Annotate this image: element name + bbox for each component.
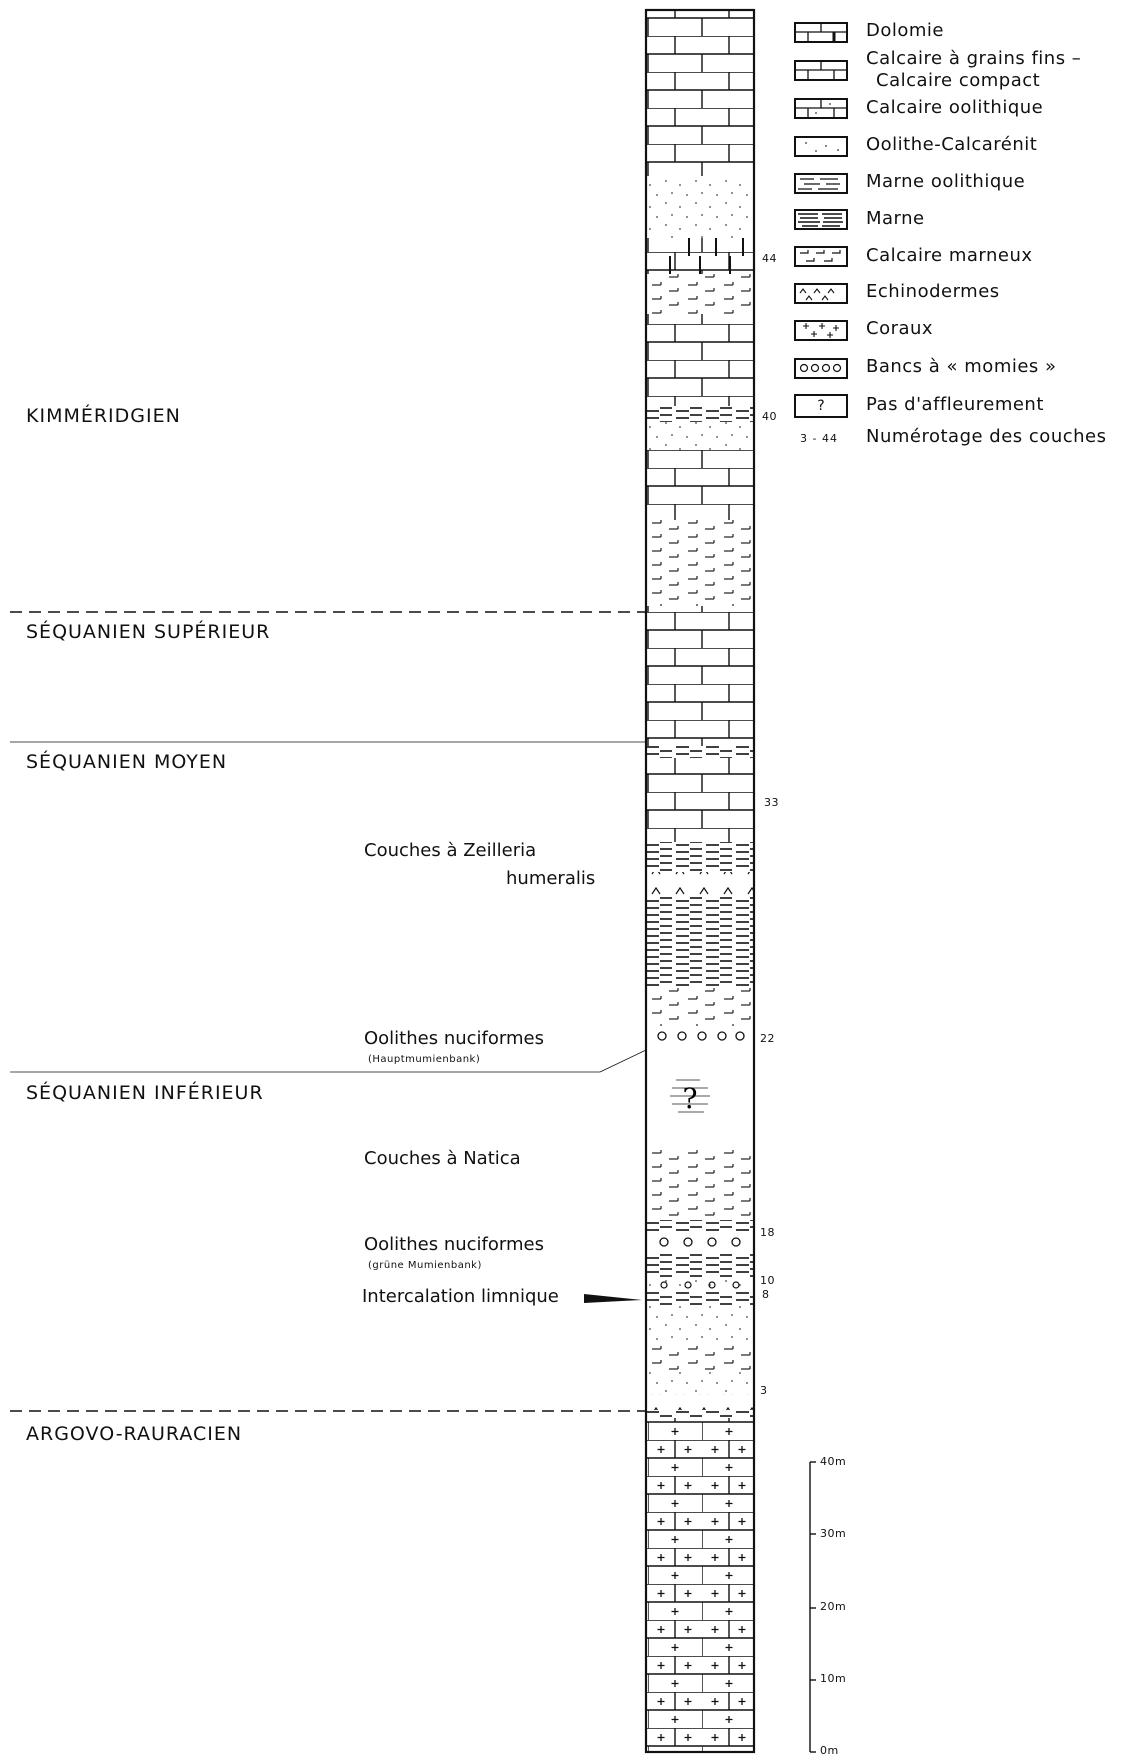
no-outcrop-swatch [794,394,848,418]
layer-number: 3 [760,1384,768,1397]
legend-label: Dolomie [866,20,944,41]
stage-label: SÉQUANIEN MOYEN [26,751,228,773]
column [646,10,754,1752]
layer-number: 10 [760,1274,775,1287]
stage-label: KIMMÉRIDGIEN [26,405,181,427]
unit-label: humeralis [506,868,596,889]
legend-label: Bancs à « momies » [866,356,1057,377]
legend-label: Echinodermes [866,281,1000,302]
legend-label: Marne [866,208,925,229]
no-outcrop-symbol: ? [817,398,825,414]
legend-label: Calcaire marneux [866,245,1033,266]
stage-label: SÉQUANIEN INFÉRIEUR [26,1082,264,1104]
scale-label: 40m [820,1455,847,1468]
unit-label: Oolithes nuciformes [364,1028,544,1049]
oolite-calcarenite-swatch [794,136,848,157]
legend-label: Coraux [866,318,934,339]
numbering-symbol: 3 - 44 [800,432,838,445]
unit-label: Couches à Zeilleria [364,840,537,861]
oolitic-marl-swatch [794,173,848,194]
stage-label: SÉQUANIEN SUPÉRIEUR [26,621,271,643]
corals-swatch [794,320,848,341]
layer-number: 8 [762,1288,770,1301]
stage-label: ARGOVO-RAURACIEN [26,1423,243,1445]
legend-label: Numérotage des couches [866,426,1107,447]
echinoderms-swatch [794,283,848,304]
legend-label: Marne oolithique [866,171,1026,192]
layer-number: 33 [764,796,779,809]
scale-label: 20m [820,1600,847,1613]
limnique-arrow [584,1294,642,1303]
legend-label: Pas d'affleurement [866,394,1044,415]
scale-label: 30m [820,1527,847,1540]
marly-limestone-swatch [794,246,848,267]
legend-label: Calcaire oolithique [866,97,1044,118]
legend-label: Calcaire compact [876,70,1041,91]
svg-text:?: ? [682,1082,698,1115]
unit-note: (Hauptmumienbank) [368,1054,481,1065]
marl-swatch [794,209,848,230]
unit-note: (grüne Mumienbank) [368,1260,482,1271]
layer-number: 18 [760,1226,775,1239]
scale-label: 0m [820,1744,839,1757]
scale-bar [810,1462,816,1752]
legend-label: Oolithe-Calcarénit [866,134,1038,155]
layer-number: 22 [760,1032,775,1045]
layer-number: 40 [762,410,777,423]
unit-label: Couches à Natica [364,1148,521,1169]
scale-label: 10m [820,1672,847,1685]
layer-number: 44 [762,252,777,265]
oolitic-limestone-swatch [794,98,848,119]
unit-label: Intercalation limnique [362,1286,559,1307]
dolomite-swatch [794,22,848,43]
unit-label: Oolithes nuciformes [364,1234,544,1255]
legend-label: Calcaire à grains fins – [866,48,1082,69]
fine-limestone-swatch [794,60,848,81]
mummy-beds-swatch [794,358,848,379]
